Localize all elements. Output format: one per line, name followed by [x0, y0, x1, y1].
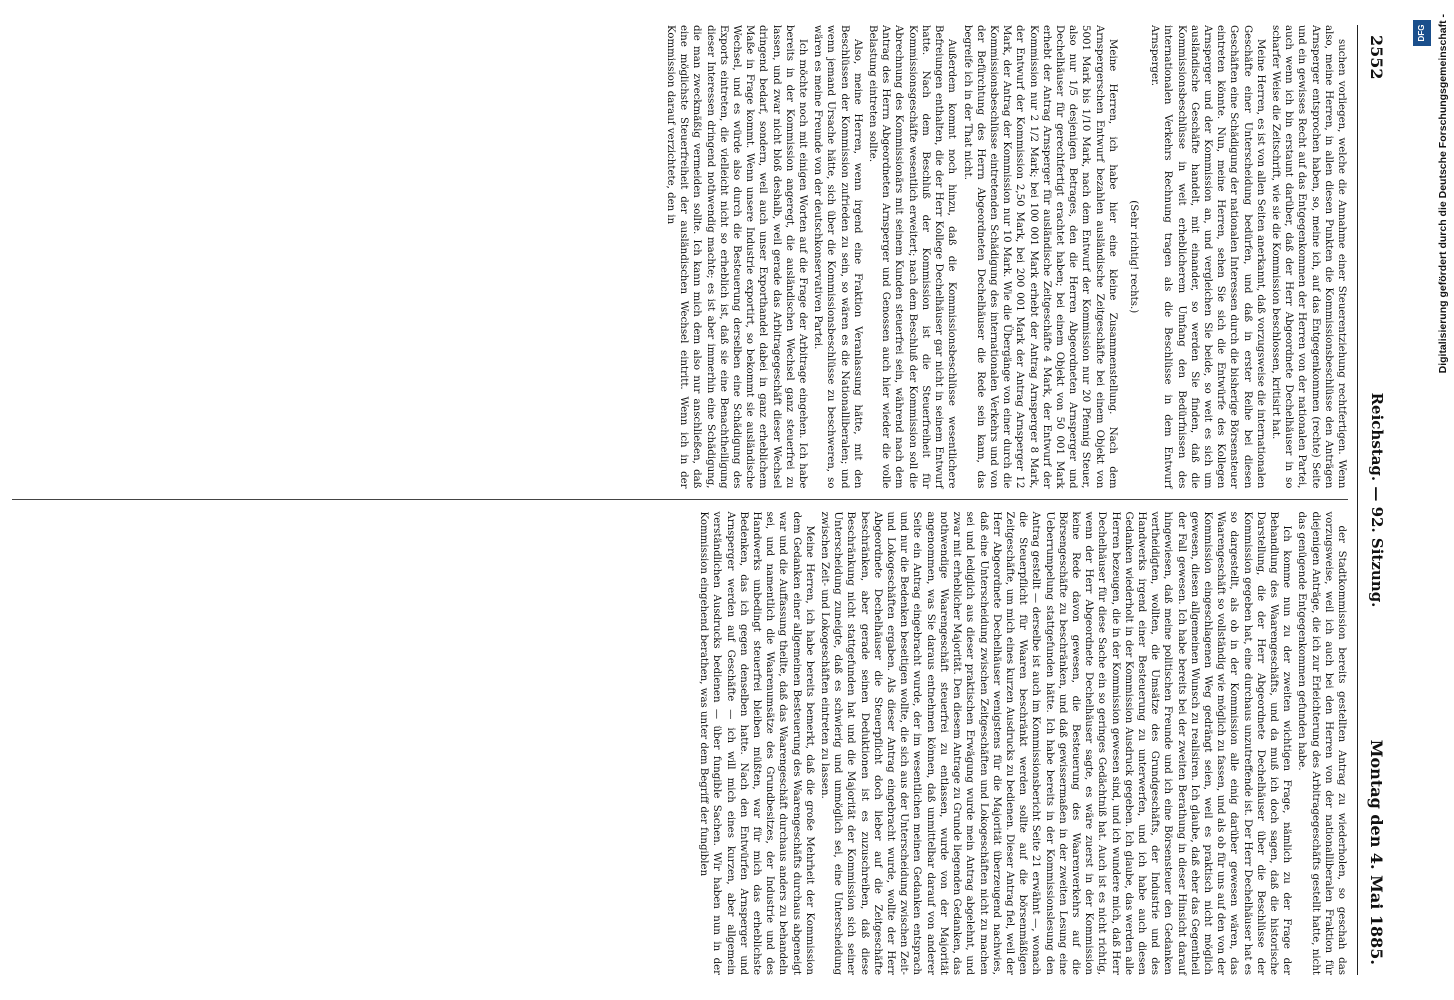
- digitization-credit-strip: [1410, 0, 1449, 1000]
- text-columns: [12, 25, 1348, 975]
- paragraph: Also, meine Herren, wenn irgend eine Fraktion Veranlassung hätte, mit den Beschlüssen der Kommission zufrieden zu sein, so wären es die Nationalliberalen; und wenn jemand Ursache hätte, sich über die Kommissionsbeschlüsse zu beschweren, so wären es meine Freunde von der deutschkonservativen Partei.: [812, 25, 863, 489]
- page-number: 2552: [1367, 35, 1386, 80]
- interjection-note: (Sehr richtig! rechts.): [1127, 200, 1139, 314]
- dfg-logo-icon: [1413, 20, 1431, 46]
- paragraph: Außerdem kommt noch hinzu, daß die Kommissionsbeschlüsse wesentlichere Befreiungen enthalten, die der Herr Kollege Dechelhäuser gar nicht in seinem Entwurf hatte. Nach dem Beschluß der Kommission ist die Steuerfreiheit für Kommissionsgeschäfte wesentlich erweitert; nach dem Beschluß der Kommission soll die Abrechnung des Kommissionärs mit seinem Kunden steuerfrei sein, während nach dem Antrag des Herrn Abgeordneten Arnsperger und Genossen auch hier wieder die volle Belastung eintreten sollte.: [867, 25, 958, 489]
- column-right: [12, 512, 1348, 976]
- document-page: [12, 25, 1392, 975]
- paragraph: der Stadtkommission bereits gestellten Antrag zu wiederholen, so geschah das vorzugsweise, weil ich auch bei den Herren von der nationalliberalen Fraktion für diejenigen Anträge, die ich zur Erleichterung des Arbitragegeschäfts gestellt hatte, nicht das genügende Entgegenkommen gefunden habe.: [1296, 511, 1347, 975]
- column-left: [12, 25, 1348, 500]
- paragraph: suchen vorliegen, welche die Annahme einer Steuerentziehung rechtfertigen. Wenn also, meine Herren, in allen diesen Punkten die Kommissionsbeschlüsse den Anträgen Arnsperger entsprochen haben, so, meine ich, auf das Entgegenkommen (rechte) Seite und ein gewisses Recht auf das Entgegenkommen der Herren von der nationalen Partei, auch wenn ich bin erstaunt darüber, daß der Herr Abgeordnete Dechelhäuser in so scharfer Weise die Zeitschrift, wie sie die Kommission beschlossen, kritisirt hat.: [1269, 25, 1347, 489]
- paragraph: Ich möchte noch mit einigen Worten auf die Frage der Arbitrage eingehen. Ich habe bereits in der Kommission angeregt, die ausländischen Wechsel ganz steuerfrei zu lassen, und zwar nicht bloß deshalb, weil gerade das Arbitragegeschäft dieser Wechsel dringend bedarf, sondern, weil auch unser Exporthandel dabei in ganz erheblichem Maße in Frage kommt. Wenn unsere Industrie exportirt, so bekommt sie ausländische Wechsel, und es würde also durch die Besteuerung derselben eine Schädigung des Exports eintreten, die vielleicht nicht so erheblich ist, daß sie eine Benachtheiligung dieser Interessen dringend nothwendig machte; es ist aber immerhin eine Schädigung, die man zweckmäßig vermeiden sollte. Ich kann mich dem also nur anschließen, daß eine möglichste Steuerfreiheit der ausländischen Wechsel eintritt. Wenn ich in der Kommission darauf verzichtete, den in: [665, 25, 809, 489]
- paragraph: Meine Herren, ich habe hier eine kleine Zusammenstellung. Nach dem Arnspergerschen Entwurf bezahlen ausländische Zeitgeschäfte bei einem Objekt von 5001 Mark bis 1/10 Mark, nach dem Entwurf der Kommission nur 20 Pfennig Steuer, also nur 1/5 desjenigen Betrages, den die Herren Abgeordneten Arnsperger und Dechelhäuser für gerechtfertigt erachtet haben; bei einem Objekt von 50 001 Mark erhebt der Antrag Arnsperger für ausländische Zeitgeschäfte 4 Mark, der Entwurf der Kommission nur 2 1/2 Mark; bei 100 001 Mark erhebt der Antrag Arnsperger 8 Mark, der Entwurf der Kommission 2,50 Mark, bei 200 001 Mark der Antrag Arnsperger 12 Mark, der Antrag der Kommission nur 10 Mark. Wie die Übergänge von einer durch die Kommissionsbeschlüsse eintretenden Schädigung des internationalen Verkehrs und von der Befürchtung des Herrn Abgeordneten Dechelhäuser die Rede sein kann, das begreife ich in der That nicht.: [961, 25, 1118, 489]
- dfg-logo-label: DFG: [1417, 24, 1426, 42]
- paragraph: Meine Herren, ich habe bereits bemerkt, daß die große Mehrheit der Kommission dem Gedanken einer allgemeinen Besteuerung des Waarengeschäfts durchaus abgeneigt war und die Auffassung theilte, daß das Waarengeschäft durchaus anders zu behandeln sei, und namentlich die Waarenumsätze des Grundbesitzes, der Industrie und des Handwerks unbedingt steuerfrei bleiben müßten, war für mich das erheblichste Bedenken, das ich gegen denselben hatte. Nach den Entwürfen Arnsperger und Arnsperger werden auf Geschäfte — ich will mich eines kurzen, aber allgemein verständlichen Ausdrucks bedienen — über fungible Sachen. Wir haben nun in der Kommission eingehend berathen, was unter dem Begriff der fungiblen: [698, 511, 815, 975]
- digitization-credit: Digitalisierung gefördert durch die Deutsche Forschungsgemeinschaft -: [1437, 14, 1449, 374]
- paragraph: Ich komme nun zu der zweiten wichtigen Frage, nämlich zu der Frage der Behandlung des Waarengeschäfts, und da muß ich doch sagen, daß die historische Darstellung, die der Herr Abgeordnete Dechelhäuser über die Beschlüsse der Kommission gegeben hat, eine durchaus unzutreffende ist. Der Herr Dechelhäuser hat es so dargestellt, als ob in der Kommission alle einig darüber gewesen wären, das Waarengeschäft so vollständig wie möglich zu fassen, und als ob für uns auf den von der Kommission eingeschlagenen Weg gedrängt seien, weil es praktisch nicht möglich gewesen, diesen allgemeinen Wunsch zu realisiren. Ich glaube, daß eher das Gegentheil der Fall gewesen. Ich habe bereits bei der zweiten Berathung in dieser Hinsicht darauf hingewiesen, daß meine politischen Freunde und ich eine Börsensteuer den Gedanken vertheidigten, wollten, die Umsätze des Grundgeschäfts, der Industrie und des Handwerks irgend einer Besteuerung zu unterwerfen, und ich habe auch diesen Gedanken wiederholt in der Kommission Ausdruck gegeben. Ich glaube, das werden alle Herren bezeugen, die in der Kommission gewesen sind, und ich wundere mich, daß Herr Dechelhäuser für diese Sache ein so geringes Gedächtniß hat. Auch ist es nicht richtig, wenn der Herr Abgeordnete Dechelhäuser sagte, es wäre zuerst in der Kommission keine Rede davon gewesen, die Besteuerung des Waarenverkehrs auf die Börsengeschäfte zu beschränken, und daß gewissermaßen in der zweiten Lesung eine Ueberrumpelung stattgefunden hätte. Ich habe bereits in der Kommissionslesung den Antrag gestellt — derselbe ist auch im Kommissionsbericht Seite 21 erwähnt —, wonach die Steuerpflicht für Waaren beschränkt werden sollte auf die börsenmäßigen Zeitgeschäfte, um mich eines kurzen Ausdrucks zu bedienen. Dieser Antrag fiel, weil der Herr Abgeordnete Dechelhäuser wenigstens für die Majorität überzeugend nachwies, daß eine Unterscheidung zwischen Zeitgeschäften und Lokogeschäften nicht zu machen sei und lediglich aus dieser praktischen Erwägung wurde mein Antrag abgelehnt, und zwar mit erheblicher Majorität. Den diesem Antrage zu Grunde liegenden Gedanken, das nothwendige Waarengeschäft steuerfrei zu entlassen, wurde von der Majorität angenommen, was Sie daraus entnehmen können, daß unmittelbar darauf von anderer Seite ein Antrag eingebracht wurde, der im wesentlichen meinen Gedanken entsprach und nur die Bedenken beseitigen wollte, die sich aus der Unterscheidung zwischen Zeit- und Lokogeschäften ergaben. Als dieser Antrag eingebracht wurde, wollte der Herr Abgeordnete Dechelhäuser die Steuerpflicht doch lieber auf die Zeitgeschäfte beschränken, aber gerade seinen Deduktionen ist es zuzuschreiben, daß diese Beschränkung nicht stattgefunden hat und die Majorität der Kommission sich seiner Unterscheidung zuneigte, daß es schwierig und unmöglich sei, eine Unterscheidung zwischen Zeit- und Lokogeschäften eintreten zu lassen.: [819, 511, 1293, 975]
- page-header: [1357, 25, 1392, 975]
- session-title: Reichstag. — 92. Sitzung.: [1368, 392, 1386, 608]
- session-date: Montag den 4. Mai 1885.: [1367, 739, 1386, 965]
- paragraph: Meine Herren, es ist von allen Seiten anerkannt, daß vorzugsweise die internationalen Geschäfte einer Unterscheidung bedürfen, und daß in erster Reihe bei diesen Geschäften eine Schädigung der nationalen Interessen durch die bisherige Börsensteuer eintreten könnte. Nun, meine Herren, sehen Sie sich die Entwürfe des Kollegen Arnsperger und der Kommission an, und vergleichen Sie beide, so weit es sich um ausländische Geschäfte handelt, mit einander, so werden Sie finden, daß die Kommissionsbeschlüsse in weit erheblicherem Umfang den Bedürfnissen des internationalen Verkehrs Rechnung tragen als die Beschlüsse in dem Entwurf Arnsperger.: [1149, 25, 1266, 489]
